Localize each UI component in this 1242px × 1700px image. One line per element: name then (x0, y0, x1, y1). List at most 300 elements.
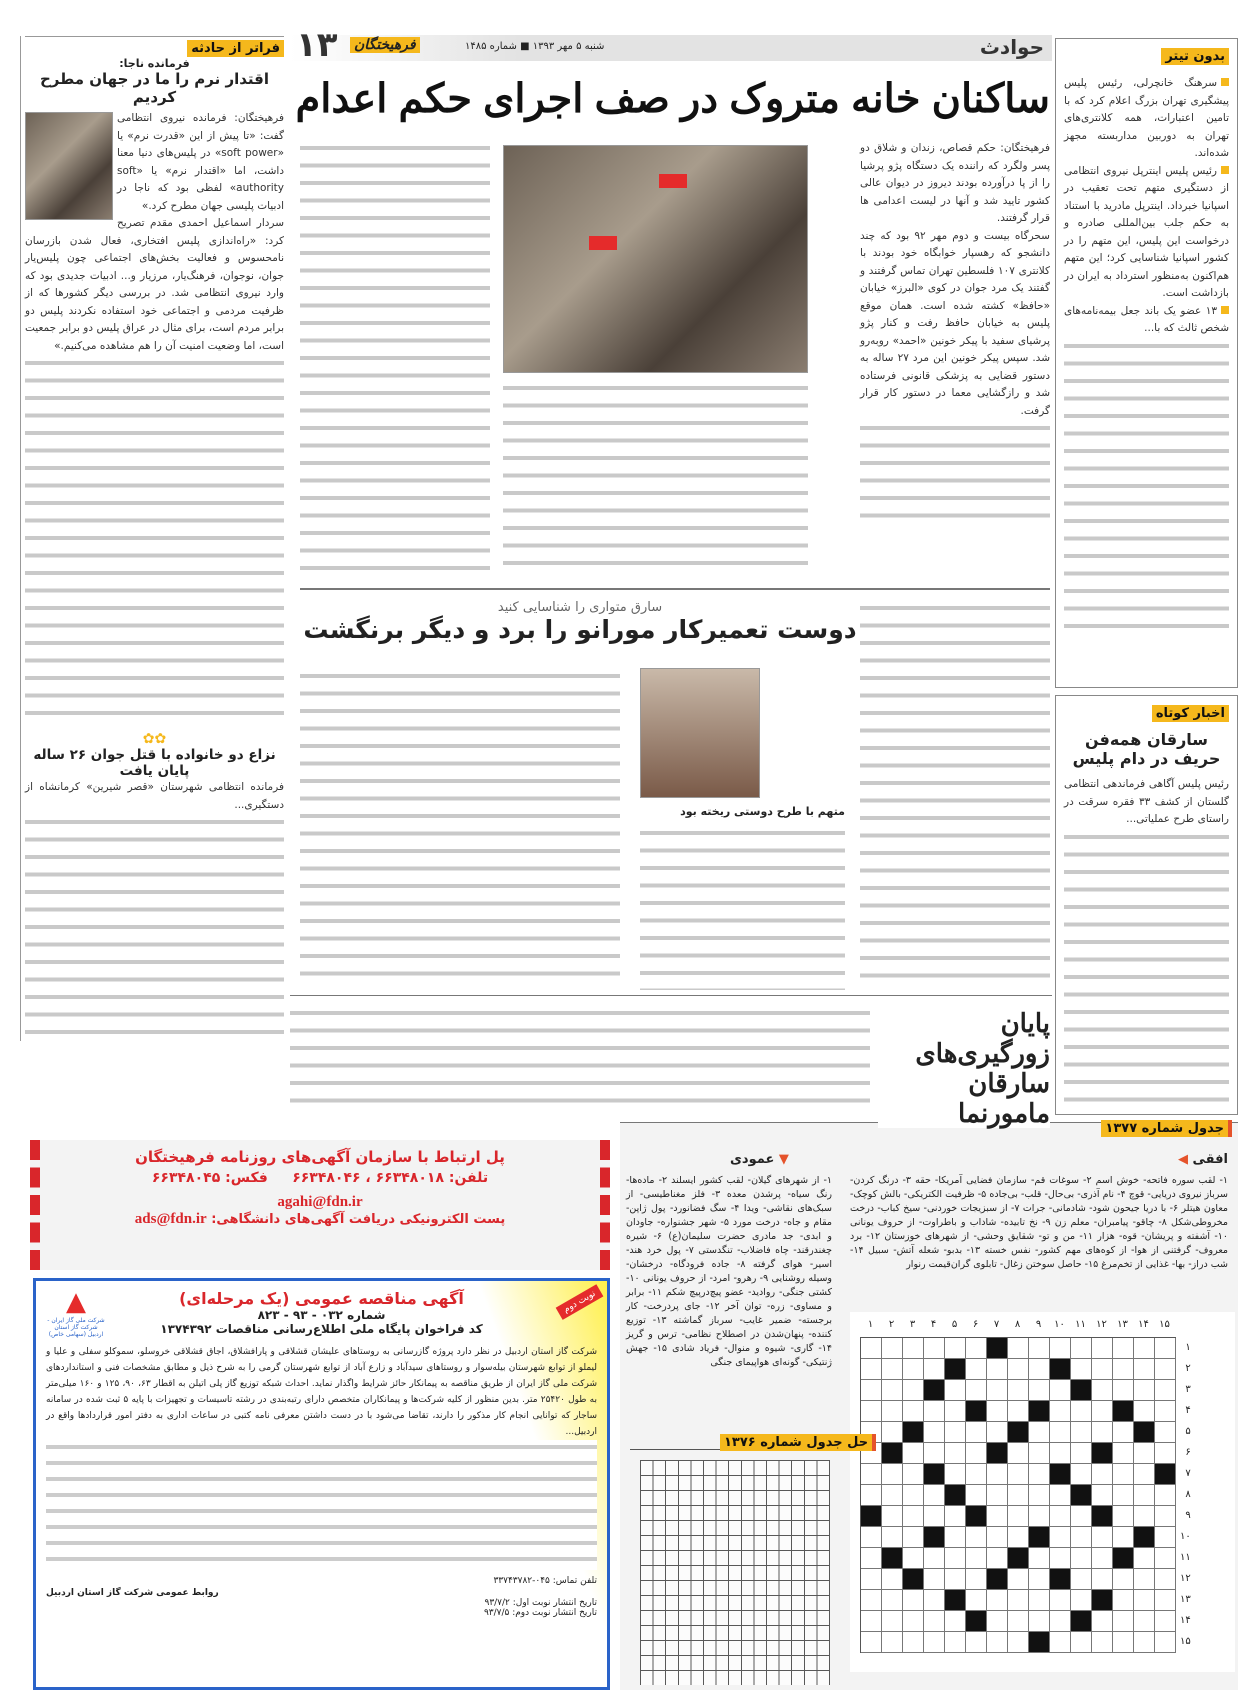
kicker: فرمانده ناجا: (119, 57, 190, 70)
crossword-cell[interactable] (1155, 1527, 1176, 1548)
crossword-cell[interactable] (1008, 1338, 1029, 1359)
black-cell (987, 1443, 1008, 1464)
crossword-cell[interactable] (861, 1548, 882, 1569)
black-cell (1092, 1590, 1113, 1611)
black-cell (1113, 1548, 1134, 1569)
row-number: ۲ (1185, 1363, 1191, 1374)
crossword-cell[interactable] (861, 1464, 882, 1485)
crossword-cell[interactable] (966, 1464, 987, 1485)
crossword-cell[interactable] (987, 1611, 1008, 1632)
crossword-cell[interactable] (1008, 1611, 1029, 1632)
dateline: شنبه ۵ مهر ۱۳۹۳ ■ شماره ۱۴۸۵ (465, 41, 605, 52)
crossword-cell[interactable] (1071, 1506, 1092, 1527)
crossword-cell[interactable] (1071, 1464, 1092, 1485)
crossword-cell[interactable] (903, 1464, 924, 1485)
crossword-cell[interactable] (1071, 1548, 1092, 1569)
crossword-cell[interactable] (966, 1443, 987, 1464)
ads-title: پل ارتباط با سازمان آگهی‌های روزنامه فرهیختگان (135, 1148, 505, 1166)
crossword-cell[interactable] (1134, 1464, 1155, 1485)
row-number: ۱۰ (1180, 1531, 1191, 1542)
crossword-cell[interactable] (1008, 1401, 1029, 1422)
crossword-cell[interactable] (861, 1569, 882, 1590)
paragraph: فرهیختگان: حکم قصاص، زندان و شلاق دو پسر ولگرد که راننده یک دستگاه پژو پرشیا را از پا درآورده بودند دیروز در دیوان عالی کشور تایید شد و آنها در لیست اعدامی ها قرار گرفتند. (860, 142, 1050, 224)
black-cell (1050, 1569, 1071, 1590)
crossword-cell[interactable] (1113, 1338, 1134, 1359)
row-number: ۶ (1185, 1447, 1191, 1458)
crossword-cell[interactable] (1050, 1380, 1071, 1401)
crossword-cell[interactable] (1113, 1359, 1134, 1380)
crossword-cell[interactable] (1155, 1422, 1176, 1443)
crossword-cell[interactable] (1008, 1506, 1029, 1527)
crossword-cell[interactable] (861, 1380, 882, 1401)
crossword-cell[interactable] (903, 1401, 924, 1422)
short-news-tag: اخبار کوتاه (1152, 705, 1229, 722)
email-label: پست الکترونیکی دریافت آگهی‌های دانشگاهی: (211, 1212, 506, 1227)
black-cell (945, 1485, 966, 1506)
crossword-cell[interactable] (924, 1338, 945, 1359)
crossword-cell[interactable] (1155, 1380, 1176, 1401)
crossword-cell[interactable] (1155, 1590, 1176, 1611)
crossword-cell[interactable] (882, 1464, 903, 1485)
black-cell (1134, 1527, 1155, 1548)
crossword-cell[interactable] (1029, 1590, 1050, 1611)
crossword-cell[interactable] (1092, 1485, 1113, 1506)
crossword-cell[interactable] (1134, 1632, 1155, 1653)
column-number: ۷ (993, 1319, 1000, 1330)
crossword-cell[interactable] (924, 1611, 945, 1632)
crossword-cell[interactable] (987, 1359, 1008, 1380)
second-story-header (300, 600, 860, 644)
crossword-cell[interactable] (1071, 1590, 1092, 1611)
main-story-col1 (860, 140, 1050, 530)
crossword-cell[interactable] (1113, 1590, 1134, 1611)
subhead: متهم با طرح دوستی ریخته بود (680, 805, 845, 818)
crossword-cell[interactable] (1113, 1506, 1134, 1527)
crossword-cell[interactable] (1071, 1401, 1092, 1422)
crossword-cell[interactable] (861, 1611, 882, 1632)
black-cell (1113, 1401, 1134, 1422)
crossword-cell[interactable] (987, 1380, 1008, 1401)
left-tag: فراتر از حادثه (187, 40, 284, 57)
section-title: حوادث (979, 35, 1044, 59)
tender-title: آگهی مناقصه عمومی (یک مرحله‌ای) (179, 1289, 464, 1308)
crossword-cell[interactable] (924, 1401, 945, 1422)
crossword-cell[interactable] (1050, 1401, 1071, 1422)
crossword-cell[interactable] (945, 1380, 966, 1401)
crossword-cell[interactable] (903, 1548, 924, 1569)
crossword-cell[interactable] (1134, 1611, 1155, 1632)
crossword-cell[interactable] (1029, 1359, 1050, 1380)
paragraph: فرهیختگان: فرمانده نیروی انتظامی گفت: «تا پیش از این «قدرت نرم» یا «soft power» در پلیس‌های دنیا معنا داشت، اما «اقتدار نرم» یا «soft authority» لفظی بود که ناجا در ادبیات پلیسی جهان مطرح کرد.» (117, 112, 284, 212)
crossword-cell[interactable] (903, 1506, 924, 1527)
crossword-tag: جدول شماره ۱۳۷۷ (1101, 1120, 1232, 1137)
tender-phone: تلفن تماس: ۰۴۵-۳۳۷۴۳۷۸۲ (493, 1576, 597, 1586)
crossword-cell[interactable] (924, 1590, 945, 1611)
black-cell (903, 1422, 924, 1443)
crossword-cell[interactable] (1092, 1527, 1113, 1548)
crossword-cell[interactable] (861, 1359, 882, 1380)
paragraph: فرمانده انتظامی شهرستان «قصر شیرین» کرمانشاه از دستگیری... (25, 781, 284, 811)
crossword-cell[interactable] (924, 1443, 945, 1464)
ornament-icon: ✿✿ (142, 731, 167, 747)
phone: ۶۶۳۴۸۰۱۸ ، ۶۶۳۴۸۰۴۶ (292, 1170, 444, 1186)
crossword-cell[interactable] (1155, 1569, 1176, 1590)
tender-body: شرکت گاز استان اردبیل در نظر دارد پروژه گازرسانی به روستاهای علیشان قشلاقی و پارافشلاق، اجاق قشلاقی خروسلو، سموکلو سفلی و علیا و لیملو از توابع شهرستان بیله‌سوار و روستاهای سیدآباد و زارع آباد از توابع شهرستان گرمی را به شرح ذیل و مطابق مشخصات فنی و استانداردهای شرکت ملی گاز ایران از طریق مناقصه به پیمانکار حائز شرایط واگذار نماید. احداث شبکه توزیع گاز پلی اتیلن به اقطار ۶۳، ۹۰، ۱۲۵ و ۱۶۰ میلی‌متر به طول ۲۵۴۲۰ متر. بدین منظور از کلیه شرکت‌ها و پیمانکاران متخصص دارای رتبه‌بندی در رشته تاسیسات و تجهیزات با پایه ۵ ثبت شده در سامانه ساجار که توانایی انجام کار مذکور را دارند، تقاضا می‌شود با در دست داشتن معرفی نامه کتبی در ساعات اداری به دفتر امور قراردادها واقع در اردبیل... (46, 1347, 598, 1437)
column-number: ۱۰ (1054, 1319, 1065, 1330)
crossword-cell[interactable] (1134, 1569, 1155, 1590)
crossword-cell[interactable] (1113, 1569, 1134, 1590)
kicker: سارق متواری را شناسایی کنید (497, 600, 663, 615)
crossword-cell[interactable] (1134, 1359, 1155, 1380)
crossword-cell[interactable] (1029, 1548, 1050, 1569)
crossword-cell[interactable] (1008, 1380, 1029, 1401)
crossword-cell[interactable] (1050, 1422, 1071, 1443)
crossword-cell[interactable] (882, 1401, 903, 1422)
crossword-cell[interactable] (1050, 1338, 1071, 1359)
crossword-cell[interactable] (1029, 1338, 1050, 1359)
crossword-cell[interactable] (1029, 1506, 1050, 1527)
black-cell (903, 1569, 924, 1590)
crossword-cell[interactable] (1029, 1422, 1050, 1443)
crossword-cell[interactable] (1134, 1590, 1155, 1611)
crossword-cell[interactable] (966, 1548, 987, 1569)
crossword-cell[interactable] (1134, 1548, 1155, 1569)
crossword-cell[interactable] (903, 1338, 924, 1359)
row-numbers (1180, 1337, 1191, 1652)
crossword-cell[interactable] (966, 1422, 987, 1443)
column-number: ۱۳ (1117, 1319, 1128, 1330)
black-cell (966, 1401, 987, 1422)
story2-headline: نزاع دو خانواده با قتل جوان ۲۶ ساله پایان یافت (33, 747, 276, 779)
crossword-cell[interactable] (1155, 1401, 1176, 1422)
black-cell (1155, 1464, 1176, 1485)
black-cell (1029, 1401, 1050, 1422)
black-cell (1050, 1464, 1071, 1485)
crossword-cell[interactable] (945, 1548, 966, 1569)
short-news-body: رئیس پلیس آگاهی فرماندهی انتظامی گلستان از کشف ۳۳ فقره سرقت در راستای طرح عملیاتی... (1064, 778, 1229, 825)
ribbon: نوبت دوم (555, 1284, 603, 1320)
crossword-cell[interactable] (861, 1338, 882, 1359)
crossword-cell[interactable] (1092, 1380, 1113, 1401)
column-number: ۶ (972, 1319, 979, 1330)
solution-tag: حل جدول شماره ۱۳۷۶ (720, 1434, 876, 1451)
crossword-cell[interactable] (1092, 1611, 1113, 1632)
crossword-cell[interactable] (1155, 1443, 1176, 1464)
crossword-cell[interactable] (1092, 1632, 1113, 1653)
page-number: ۱۳ (296, 25, 338, 65)
crossword-cell[interactable] (882, 1506, 903, 1527)
crossword-cell[interactable] (945, 1611, 966, 1632)
black-cell (1092, 1443, 1113, 1464)
black-cell (924, 1380, 945, 1401)
black-cell (945, 1359, 966, 1380)
row-number: ۹ (1185, 1510, 1191, 1521)
crossword-cell[interactable] (1113, 1632, 1134, 1653)
crossword-cell[interactable] (1113, 1464, 1134, 1485)
crossword-cell[interactable] (966, 1569, 987, 1590)
black-cell (987, 1338, 1008, 1359)
crossword-cell[interactable] (945, 1443, 966, 1464)
crossword-cell[interactable] (966, 1590, 987, 1611)
crossword-cell[interactable] (1071, 1422, 1092, 1443)
crossword-cell[interactable] (924, 1548, 945, 1569)
crossword-cell[interactable] (1092, 1569, 1113, 1590)
crossword-cell[interactable] (1134, 1485, 1155, 1506)
crossword-cell[interactable] (1050, 1548, 1071, 1569)
crossword-cell[interactable] (945, 1527, 966, 1548)
crossword-cell[interactable] (1029, 1569, 1050, 1590)
crossword-cell[interactable] (1155, 1632, 1176, 1653)
column-numbers (860, 1319, 1175, 1330)
row-number: ۱۲ (1180, 1573, 1191, 1584)
crossword-cell[interactable] (1050, 1485, 1071, 1506)
crossword-cell[interactable] (1155, 1506, 1176, 1527)
row-number: ۸ (1185, 1489, 1191, 1500)
crossword-cell[interactable] (1008, 1359, 1029, 1380)
down-label: عمودی (730, 1152, 775, 1167)
row-number: ۱ (1185, 1342, 1191, 1353)
column-number: ۴ (930, 1319, 937, 1330)
crossword-cell[interactable] (903, 1485, 924, 1506)
tender-ad (33, 1278, 610, 1690)
crossword-cell[interactable] (861, 1485, 882, 1506)
crossword-cell[interactable] (1134, 1338, 1155, 1359)
crossword-cell[interactable] (1134, 1401, 1155, 1422)
crossword-cell[interactable] (924, 1506, 945, 1527)
crossword-cell[interactable] (1134, 1443, 1155, 1464)
crossword-cell[interactable] (1092, 1548, 1113, 1569)
column-number: ۵ (951, 1319, 958, 1330)
publish-date: تاریخ انتشار نوبت دوم: ۹۳/۷/۵ (483, 1608, 597, 1618)
signature: روابط عمومی شرکت گاز استان اردبیل (46, 1588, 219, 1598)
column-number: ۱۱ (1075, 1319, 1086, 1330)
crossword-cell[interactable] (903, 1590, 924, 1611)
brief-item: سرهنگ خانچرلی، رئیس پلیس پیشگیری تهران بزرگ اعلام کرد که با تامین اعتبارات، همه کلانتری‌های تهران به دوربین مداربسته مجهز شده‌اند. (1064, 75, 1229, 163)
crossword-cell[interactable] (882, 1590, 903, 1611)
black-cell (966, 1611, 987, 1632)
column-number: ۱۴ (1138, 1319, 1149, 1330)
crossword-cell[interactable] (945, 1506, 966, 1527)
black-cell (1050, 1359, 1071, 1380)
crossword-cell[interactable] (1008, 1590, 1029, 1611)
crossword-cell[interactable] (966, 1359, 987, 1380)
row-number: ۴ (1185, 1405, 1191, 1416)
crossword-cell[interactable] (1008, 1527, 1029, 1548)
crossword-cell[interactable] (1113, 1527, 1134, 1548)
crossword-cell[interactable] (987, 1485, 1008, 1506)
crossword-cell[interactable] (1092, 1338, 1113, 1359)
crossword-cell[interactable] (882, 1527, 903, 1548)
left-headline: اقتدار نرم را ما در جهان مطرح کردیم (39, 70, 270, 106)
crossword-cell[interactable] (924, 1422, 945, 1443)
crossword-cell[interactable] (861, 1527, 882, 1548)
crossword-cell[interactable] (903, 1380, 924, 1401)
crossword-cell[interactable] (1008, 1464, 1029, 1485)
crossword-cell[interactable] (882, 1359, 903, 1380)
crossword-cell[interactable] (882, 1611, 903, 1632)
column-number: ۱۵ (1159, 1319, 1170, 1330)
black-cell (861, 1506, 882, 1527)
crossword-cell[interactable] (903, 1527, 924, 1548)
crossword-cell[interactable] (903, 1632, 924, 1653)
crossword-cell[interactable] (1071, 1632, 1092, 1653)
crossword-cell[interactable] (1113, 1611, 1134, 1632)
crossword-cell[interactable] (966, 1632, 987, 1653)
black-cell (945, 1590, 966, 1611)
sidebar-tag: بدون تیتر (1161, 48, 1229, 65)
crossword-cell[interactable] (987, 1527, 1008, 1548)
crossword-cell[interactable] (966, 1338, 987, 1359)
publish-date: تاریخ انتشار نوبت اول: ۹۳/۷/۲ (484, 1598, 597, 1608)
crossword-cell[interactable] (1050, 1506, 1071, 1527)
crossword-cell[interactable] (987, 1548, 1008, 1569)
logo: فرهیختگان (350, 37, 420, 53)
crossword-cell[interactable] (1029, 1464, 1050, 1485)
crossword-cell[interactable] (861, 1401, 882, 1422)
black-cell (1092, 1506, 1113, 1527)
column-number: ۱۲ (1096, 1319, 1107, 1330)
crossword-cell[interactable] (1155, 1485, 1176, 1506)
crossword-cell[interactable] (1113, 1380, 1134, 1401)
crossword-cell[interactable] (1029, 1611, 1050, 1632)
crossword-cell[interactable] (945, 1632, 966, 1653)
gas-company-logo: ▲ شرکت ملی گاز ایران - شرکت گاز استان اردبیل (سهامی خاص) (47, 1287, 105, 1338)
black-cell (882, 1443, 903, 1464)
crossword-cell[interactable] (1050, 1611, 1071, 1632)
crossword-cell[interactable] (1092, 1401, 1113, 1422)
crossword-cell[interactable] (1008, 1632, 1029, 1653)
crossword-cell[interactable] (1134, 1380, 1155, 1401)
crossword-cell[interactable] (987, 1590, 1008, 1611)
email-link[interactable]: agahi@fdn.ir (277, 1194, 363, 1210)
crossword-cell[interactable] (924, 1359, 945, 1380)
crossword-cell[interactable] (1071, 1569, 1092, 1590)
crossword-cell[interactable] (882, 1569, 903, 1590)
black-cell (1029, 1527, 1050, 1548)
crossword-cell[interactable] (1113, 1485, 1134, 1506)
crossword-cell[interactable] (1092, 1464, 1113, 1485)
crossword-cell[interactable] (1113, 1422, 1134, 1443)
crossword-cell[interactable] (987, 1506, 1008, 1527)
short-news-headline: سارقان همه‌فن حریف در دام پلیس (1072, 730, 1221, 768)
crossword-cell[interactable] (987, 1632, 1008, 1653)
crossword-cell[interactable] (1092, 1422, 1113, 1443)
black-cell (1071, 1611, 1092, 1632)
across-label: افقی (1192, 1152, 1228, 1167)
crossword-cell[interactable] (1155, 1338, 1176, 1359)
crossword-cell[interactable] (1071, 1338, 1092, 1359)
crossword-cell[interactable] (1071, 1359, 1092, 1380)
crossword-cell[interactable] (882, 1485, 903, 1506)
row-number: ۵ (1185, 1426, 1191, 1437)
fax-label: فکس: (225, 1170, 268, 1186)
crossword-cell[interactable] (1071, 1443, 1092, 1464)
row-number: ۱۵ (1180, 1636, 1191, 1647)
black-cell (882, 1548, 903, 1569)
crossword-cell[interactable] (987, 1401, 1008, 1422)
crossword-section: جدول شماره ۱۳۷۷ افقی ◀ ۱- لقب سوره فاتحه- خوش اسم ۲- سوغات قم- سازمان فضایی آمریکا- حقه ۳- درنگ کردن- سرباز نیروی دریایی- قوچ ۴- نام آذری- بی‌حال- قلب- بی‌جاده ۵- ظرفیت الکتریکی- بالش کوچک- معاون هیتلر ۶- با دریا جیحون شود- شادمانی- جرات ۷- از سبزیجات خوردنی- سیخ کباب- درخت مخروطی‌شکل ۸- چاقو- پیامبران- معلم زن ۹- نخ تابیده- شاداب و باطراوت- از حروف یونانی ۱۰- آشفته و پریشان- قوه- هزار ۱۱- من و تو- شقایق وحشی- از شهرهای خوزستان ۱۲- برد معروف- گرفتنی از هوا- از کوه‌های مهم کشور- نفس خسته ۱۳- بدبو- شعله آتش- سبیل ۱۴- شب دراز- بها- غذایی از تخم‌مرغ ۱۵- حاصل سوختن زغال- تابلوی گران‌قیمت رنوار ▼ عمودی ۱- از شهرهای گیلان- لقب کشور ایسلند ۲- ماده‌ها- رنگ سیاه- پرشدن معده ۳- فلز مغناطیسی- از سبک‌های نقاشی- ویدا ۴- سگ فضانورد- پول ژاپن- مقام و جاه- درخت مورد ۵- شهر جشنواره- جاودان و ابدی- جد مادری حضرت سلیمان(ع) ۶- شیره چغندرقند- چاه فاضلاب- تنگدستی ۷- پول خرد هند- اسیر- هوای گرفته ۸- جاده فرودگاه- درخشان- وسیله روشنایی ۹- رهرو- امرد- از حروف یونانی ۱۰- کشتی جنگی- روادید- عضو پیچ‌درپیچ شکم ۱۱- برابر و مساوی- زره- توان آخر ۱۲- جای پردرخت- کار برجسته- ضمیر غایب- سرباز گماشته ۱۳- توزیع کننده- پنهان‌شدن در اصطلاح نظامی- ترس و گریز ۱۴- گاری- شیوه و منوال- فریاد شادی ۱۵- جهش ژنتیکی- گونه‌ای هواپیمای جنگی ۱ ۲ ۳ ۴ ۵ ۶ ۷ ۸ ۹ ۱۰ ۱۱ ۱۲ ۱۳ ۱۴ ۱۵ ۱ ۲ ۳ ۴ ۵ ۶ ۷ ۸ ۹ ۱۰ ۱۱ ۱۲ ۱۳ ۱۴ ۱۵ حل جدول شماره ۱۳۷۶ (620, 1122, 1238, 1690)
crossword-cell[interactable] (1092, 1359, 1113, 1380)
crossword-cell[interactable] (882, 1338, 903, 1359)
crossword-cell[interactable] (1113, 1443, 1134, 1464)
row-number: ۱۴ (1180, 1615, 1191, 1626)
short-news (1055, 695, 1238, 1115)
crossword-cell[interactable] (1050, 1632, 1071, 1653)
crossword-cell[interactable] (966, 1485, 987, 1506)
main-story-col3 (300, 140, 490, 570)
across-clues: ۱- لقب سوره فاتحه- خوش اسم ۲- سوغات قم- سازمان فضایی آمریکا- حقه ۳- درنگ کردن- سرباز نیروی دریایی- قوچ ۴- نام آذری- بی‌حال- قلب- بی‌جاده ۵- ظرفیت الکتریکی- بالش کوچک- معاون هیتلر ۶- با دریا جیحون شود- شادمانی- جرات ۷- از سبزیجات خوردنی- سیخ کباب- درخت مخروطی‌شکل ۸- چاقو- پیامبران- معلم زن ۹- نخ تابیده- شاداب و باطراوت- از حروف یونانی ۱۰- آشفته و پریشان- قوه- هزار ۱۱- من و تو- شقایق وحشی- از شهرهای خوزستان ۱۲- برد معروف- گرفتنی از هوا- از کوه‌های مهم کشور- نفس خسته ۱۳- بدبو- شعله آتش- سبیل ۱۴- شب دراز- بها- غذایی از تخم‌مرغ ۱۵- حاصل سوختن زغال- تابلوی گران‌قیمت رنوار (850, 1175, 1228, 1270)
crossword-cell[interactable] (1029, 1380, 1050, 1401)
crossword-cell[interactable] (1050, 1527, 1071, 1548)
crossword-cell[interactable] (1155, 1611, 1176, 1632)
brief-item: ۱۳ عضو یک باند جعل بیمه‌نامه‌های شخص ثالث که با... (1064, 303, 1229, 338)
crossword-cell[interactable] (1071, 1527, 1092, 1548)
crossword-cell[interactable] (1155, 1548, 1176, 1569)
column-number: ۲ (888, 1319, 895, 1330)
crossword-cell[interactable] (945, 1401, 966, 1422)
crossword-cell[interactable] (966, 1527, 987, 1548)
left-column (20, 36, 288, 1041)
black-cell (987, 1569, 1008, 1590)
crossword-cell[interactable] (1050, 1443, 1071, 1464)
black-cell (1134, 1422, 1155, 1443)
crossword-cell[interactable] (882, 1422, 903, 1443)
ads-contact-box (30, 1140, 610, 1270)
crossword-cell[interactable] (1155, 1359, 1176, 1380)
row-number: ۷ (1185, 1468, 1191, 1479)
crossword-cell[interactable] (903, 1443, 924, 1464)
crossword-cell[interactable] (1134, 1506, 1155, 1527)
crossword-cell[interactable] (924, 1632, 945, 1653)
email-link[interactable]: ads@fdn.ir (134, 1211, 207, 1227)
crossword-cell[interactable] (924, 1485, 945, 1506)
crossword-grid (860, 1337, 1176, 1653)
crossword-cell[interactable] (1008, 1443, 1029, 1464)
crossword-cell[interactable] (882, 1380, 903, 1401)
column-number: ۹ (1035, 1319, 1042, 1330)
crossword-cell[interactable] (924, 1569, 945, 1590)
crossword-cell[interactable] (945, 1422, 966, 1443)
crossword-cell[interactable] (945, 1569, 966, 1590)
row-number: ۳ (1185, 1384, 1191, 1395)
crossword-cell[interactable] (1029, 1443, 1050, 1464)
crossword-cell[interactable] (861, 1590, 882, 1611)
crossword-cell[interactable] (945, 1464, 966, 1485)
black-cell (1071, 1485, 1092, 1506)
crossword-cell[interactable] (903, 1359, 924, 1380)
crossword-cell[interactable] (903, 1611, 924, 1632)
crossword-cell[interactable] (1050, 1590, 1071, 1611)
crossword-cell[interactable] (1008, 1569, 1029, 1590)
column-number: ۱ (867, 1319, 874, 1330)
crossword-cell[interactable] (987, 1464, 1008, 1485)
crossword-cell[interactable] (987, 1422, 1008, 1443)
crossword-cell[interactable] (945, 1338, 966, 1359)
black-cell (1008, 1422, 1029, 1443)
crossword-cell[interactable] (966, 1380, 987, 1401)
crossword-cell[interactable] (861, 1632, 882, 1653)
crossword-cell[interactable] (1008, 1485, 1029, 1506)
tender-code: کد فراخوان پایگاه ملی اطلاع‌رسانی مناقصات ۱۳۷۴۳۹۲ (160, 1322, 483, 1336)
row-number: ۱۱ (1180, 1552, 1191, 1563)
row-number: ۱۳ (1180, 1594, 1191, 1605)
crossword-cell[interactable] (882, 1632, 903, 1653)
section-header (290, 25, 1052, 65)
main-story-col2 (503, 380, 808, 570)
crossword-cell[interactable] (1029, 1485, 1050, 1506)
black-cell (1008, 1548, 1029, 1569)
paragraph: سحرگاه بیست و دوم مهر ۹۲ بود که چند دانشجو که رهسپار خوابگاه خود بودند با کلانتری ۱۰۷ فلسطین تهران تماس گرفتند و گفتند یک مرد جوان در کوی «البرز» خیابان «حافظ» کشته شده است. همان موقع پلیس به خیابان حافظ رفت و کنار پژو پرشیای سفید با پیکر خونین «احمد» روبه‌رو شد. سپس پیکر خونین این مرد ۲۷ ساله به دستور قضایی به پزشکی قانونی فرستاده شد و رازگشایی معما در دستور کار قرار گرفت. (860, 229, 1050, 417)
